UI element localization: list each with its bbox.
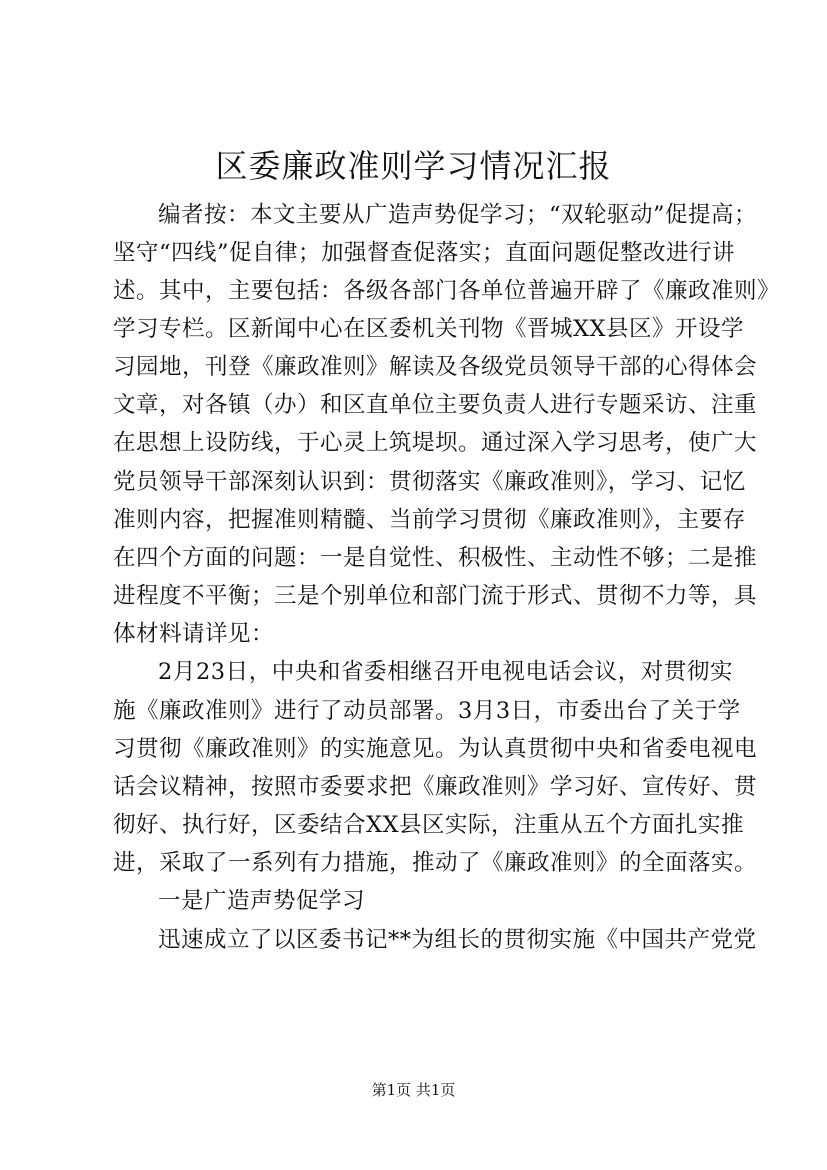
body-line: 述。其中，主要包括：各级各部门各单位普遍开辟了《廉政准则》 — [113, 278, 781, 304]
body-line: 坚守“四线”促自律；加强督查促落实；直面问题促整改进行讲 — [113, 240, 736, 266]
section-heading: 一是广造声势促学习 — [158, 888, 366, 914]
body-line: 进，采取了一系列有力措施，推动了《廉政准则》的全面落实。 — [113, 850, 758, 876]
body-line: 编者按：本文主要从广造声势促学习；“双轮驱动”促提高； — [158, 202, 758, 228]
document-title: 区委廉政准则学习情况汇报 — [215, 147, 612, 185]
body-line: 迅速成立了以区委书记**为组长的贯彻实施《中国共产党党 — [158, 927, 757, 953]
body-line: 习贯彻《廉政准则》的实施意见。为认真贯彻中央和省委电视电 — [113, 736, 758, 762]
page-footer: 第1页 共1页 — [371, 1081, 456, 1099]
body-line: 2月23日，中央和省委相继召开电视电话会议，对贯彻实 — [158, 659, 733, 685]
body-line: 施《廉政准则》进行了动员部署。3月3日，市委出台了关于学 — [113, 698, 741, 724]
body-line: 话会议精神，按照市委要求把《廉政准则》学习好、宣传好、贯 — [113, 774, 758, 800]
body-line: 党员领导干部深刻认识到：贯彻落实《廉政准则》，学习、记忆 — [113, 469, 746, 495]
body-line: 彻好、执行好，区委结合XX县区实际，注重从五个方面扎实推 — [113, 812, 745, 838]
body-line: 体材料请详见： — [113, 621, 275, 647]
body-line: 在四个方面的问题：一是自觉性、积极性、主动性不够；二是推 — [113, 545, 758, 571]
body-line: 习园地，刊登《廉政准则》解读及各级党员领导干部的心得体会 — [113, 354, 758, 380]
body-line: 进程度不平衡；三是个别单位和部门流于形式、贯彻不力等，具 — [113, 583, 758, 609]
body-line: 准则内容，把握准则精髓、当前学习贯彻《廉政准则》，主要存 — [113, 507, 746, 533]
body-line: 学习专栏。区新闻中心在区委机关刊物《晋城XX县区》开设学 — [113, 316, 745, 342]
body-line: 文章，对各镇（办）和区直单位主要负责人进行专题采访、注重 — [113, 392, 758, 418]
body-line: 在思想上设防线，于心灵上筑堤坝。通过深入学习思考，使广大 — [113, 430, 758, 456]
